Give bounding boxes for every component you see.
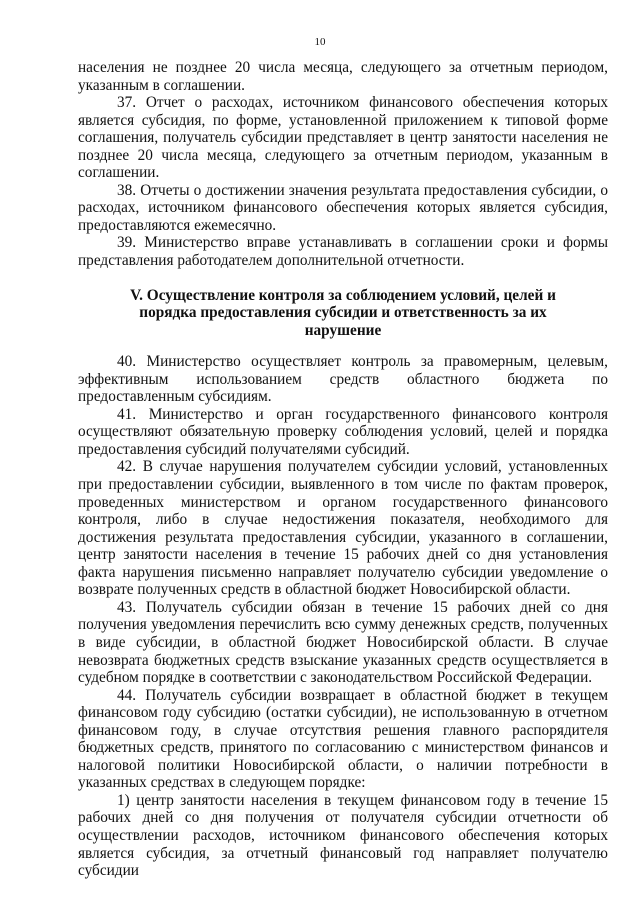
paragraph-number: 42. (117, 458, 137, 476)
paragraph-number: 43. (117, 598, 137, 616)
paragraph-number: 38. (117, 181, 137, 199)
paragraph-41 (78, 406, 608, 459)
list-item-text: центр занятости населения в текущем финансовом году в течение 15 рабочих дней со дня получения от получателя субсидии отчетности об осуществлении расходов, источником финансового обеспечения которых является субсидия, за отчетный финансовый год направляет получателю субсидии (78, 791, 608, 880)
paragraph-text: Отчеты о достижении значения результата предоставления субсидии, о расходах, источником финансового обеспечения которых является субсидия, предоставляются ежемесячно. (78, 181, 608, 234)
page-number: 10 (314, 36, 326, 48)
paragraph-text: Отчет о расходах, источником финансового обеспечения которых является субсидия, по форме, установленной приложением к типовой форме соглашения, получатель субсидии представляет в центр занятости населения не позднее 20 числа месяца, следующего за отчетным периодом, указанным в соглашении. (78, 94, 608, 182)
paragraph-number: 37. (117, 94, 137, 112)
paragraph-44 (78, 687, 608, 792)
paragraph-number: 40. (117, 353, 137, 371)
paragraph-43 (78, 599, 608, 687)
paragraph-number: 39. (117, 234, 137, 252)
paragraph-text: Получатель субсидии обязан в течение 15 рабочих дней со дня получения уведомления перечислить всю сумму денежных средств, полученных в виде субсидии, в областной бюджет Новосибирской области. В случае невозврата бюджетных средств взыскание указанных средств осуществляется в судебном порядке в соответствии с законодательством Российской Федерации. (78, 598, 608, 687)
paragraph-number: 41. (117, 405, 137, 423)
list-item-number: 1) (117, 791, 130, 809)
paragraph-text: Министерство осуществляет контроль за правомерным, целевым, эффективным использованием средств областного бюджета по предоставленным субсидиям. (78, 353, 608, 406)
paragraph-38 (78, 182, 608, 235)
paragraph-number: 44. (117, 686, 137, 704)
paragraph-text: В случае нарушения получателем субсидии условий, установленных при предоставлении субсидии, выявленного в том числе по фактам проверок, проведенных министерством и органом государственного финансового контроля, либо в случае недостижения показателя, необходимого для достижения результата предоставления субсидии, указанного в соглашении, центр занятости населения в течение 15 рабочих дней со дня установления факта нарушения письменно направляет получателю субсидии уведомление о возврате полученных средств в областной бюджет Новосибирской области. (78, 458, 608, 599)
paragraph-text: Министерство и орган государственного финансового контроля осуществляют обязательную проверку соблюдения условий, целей и порядка предоставления субсидий получателями субсидий. (78, 405, 608, 458)
paragraph-40 (78, 353, 608, 406)
paragraph-39 (78, 234, 608, 269)
paragraph-42 (78, 458, 608, 598)
document-body (78, 59, 608, 880)
paragraph-text: Министерство вправе устанавливать в соглашении сроки и формы представления работодателем дополнительной отчетности. (78, 234, 608, 270)
paragraph-44-item-1 (78, 792, 608, 880)
paragraph-text: Получатель субсидии возвращает в областной бюджет в текущем финансовом году субсидию (остатки субсидии), не использованную в отчетном финансовом году, в случае отсутствия решения главного распорядителя бюджетных средств, принятого по согласованию с министерством финансов и налоговой политики Новосибирской области, о наличии потребности в указанных средствах в следующем порядке: (78, 686, 608, 792)
paragraph-continuation: населения не позднее 20 числа месяца, следующего за отчетным периодом, указанным в соглашении. (78, 59, 608, 94)
paragraph-37 (78, 94, 608, 182)
section-heading: V. Осуществление контроля за соблюдением условий, целей и порядка предоставления субсидии и ответственность за их нарушение (130, 286, 556, 339)
